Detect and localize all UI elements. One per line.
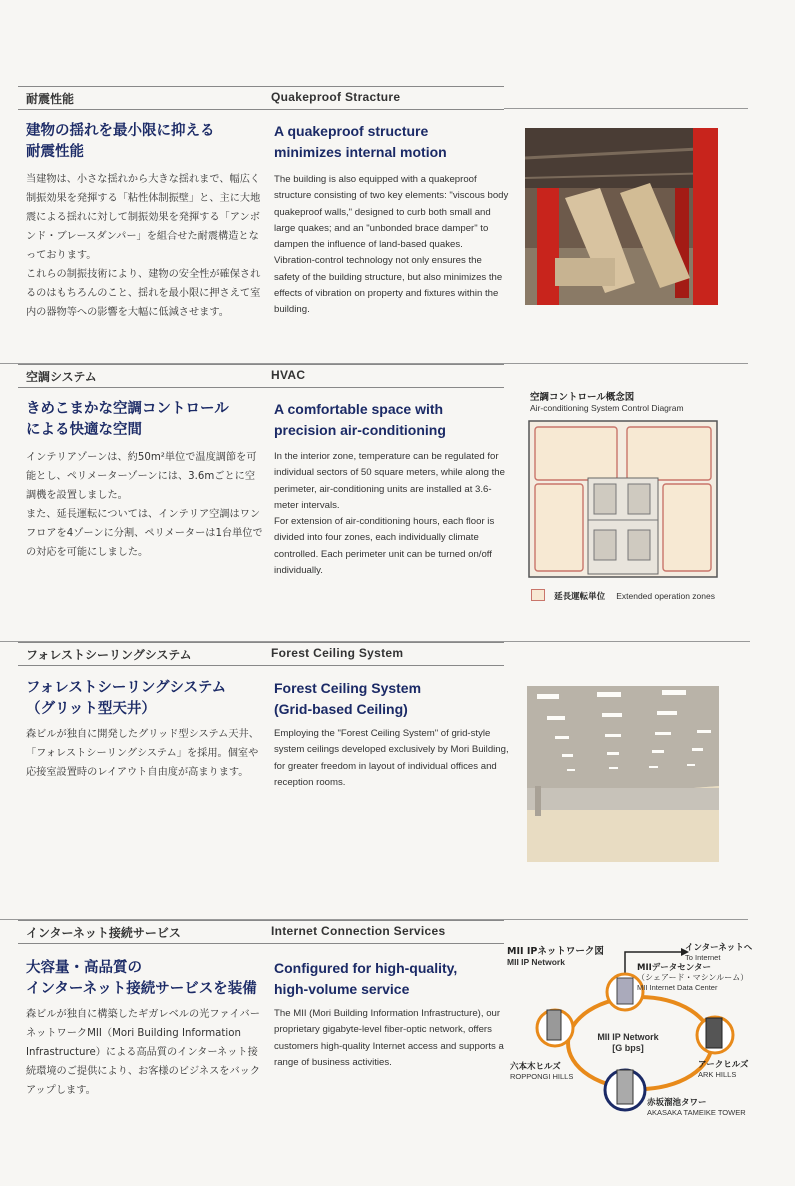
section-header-internet bbox=[18, 920, 504, 944]
body-en: The building is also equipped with a quakeproof structure consisting of two key elements: "viscous body quakeproof walls," designed to curb both small and large quakes; and an "unbonded brace damper" to dampen the influence of land-based quakes. Vibration-control technology not only ensures the safety of the building structure, but also minimizes the effects of vibration on property and fixtures within the building. bbox=[274, 174, 509, 316]
body-en: In the interior zone, temperature can be regulated for individual sectors of 50 square meters, while along the perimeter, air-conditioning units are installed at 3.6-meter intervals. For extension of air-conditioning hours, each floor is divided into four zones, each individually climate controlled. Each perimeter unit can be turned on/off individually. bbox=[274, 451, 505, 577]
body-en: The MII (Mori Building Information Infrastructure), our proprietary gigabyte-level fiber-optic network, offers customers high-quality Internet access and supports a range of business activities. bbox=[274, 1008, 504, 1068]
damper-photo bbox=[525, 128, 718, 305]
datacenter-building-icon bbox=[617, 978, 633, 1004]
section-header-jp: 空調システム bbox=[26, 370, 97, 384]
title-jp: フォレストシーリングシステム （グリット型天井） bbox=[26, 680, 227, 717]
title-en: A quakeproof structure minimizes internal motion bbox=[274, 123, 447, 160]
ark-building-icon bbox=[706, 1018, 722, 1048]
akasaka-label: 赤坂溜池タワー AKASAKA TAMEIKE TOWER bbox=[647, 1098, 746, 1117]
body-jp: インテリアゾーンは、約50m²単位で温度調節を可能とし、ペリメーターゾーンには、3.6mごとに空調機を設置しました。 また、延長運転については、インテリア空調はワンフロアを4ゾーンに分割、ペリメーターは1台単位での対応を可能にしました。 bbox=[26, 452, 263, 558]
section-header-en: Quakeproof Stracture bbox=[271, 90, 401, 104]
ceiling-photo bbox=[527, 686, 719, 862]
section-header-en: HVAC bbox=[271, 368, 306, 382]
body-jp: 森ビルが独自に開発したグリッド型システム天井、「フォレストシーリングシステム」を採用。個室や応接室設置時のレイアウト自由度が高まります。 bbox=[26, 729, 259, 778]
divider bbox=[504, 108, 748, 109]
ark-hills-label: アークヒルズ ARK HILLS bbox=[698, 1060, 749, 1079]
hvac-floor-plan-diagram bbox=[528, 420, 718, 578]
section-header-hvac bbox=[18, 364, 504, 388]
diagram-legend: 延長運転単位 Extended operation zones bbox=[531, 584, 715, 603]
title-en: A comfortable space with precision air-conditioning bbox=[274, 401, 446, 438]
section-header-jp: 耐震性能 bbox=[26, 92, 75, 106]
network-center-label: MII IP Network [G bps] bbox=[597, 1032, 659, 1053]
title-jp: きめこまかな空調コントロール による快適な空間 bbox=[26, 401, 229, 438]
title-en: Configured for high-quality, high-volume service bbox=[274, 960, 458, 997]
legend-swatch-icon bbox=[531, 589, 545, 601]
diagram-caption: 空調コントロール概念図 Air-conditioning System Control Diagram bbox=[530, 392, 684, 413]
section-header-ceiling bbox=[18, 642, 504, 666]
section-header-en: Internet Connection Services bbox=[271, 924, 446, 938]
title-en: Forest Ceiling System (Grid-based Ceiling) bbox=[274, 680, 422, 717]
to-internet-label: インターネットへ To Internet bbox=[685, 943, 753, 962]
network-diagram-caption: MII IPネットワーク図 MII IP Network bbox=[507, 946, 604, 967]
roppongi-building-icon bbox=[547, 1010, 561, 1040]
section-header-en: Forest Ceiling System bbox=[271, 646, 404, 660]
body-en: Employing the "Forest Ceiling System" of grid-style system ceilings developed exclusively by Mori Building, for greater freedom in layout of individual offices and reception rooms. bbox=[274, 728, 509, 788]
body-jp: 当建物は、小さな揺れから大きな揺れまで、幅広く制振効果を発揮する「粘性体制振壁」と、主に大地震による揺れに対して制振効果を発揮する「アンボンド・ブレースダンパー」を組合せた耐震構造となっております。 これらの制振技術により、建物の安全性が確保されるのはもちろんのこと、揺れを最小限に押さえて室内の器物等への影響を大幅に低減させます。 bbox=[26, 174, 261, 318]
akasaka-building-icon bbox=[617, 1070, 633, 1104]
section-header-quakeproof bbox=[18, 86, 504, 110]
title-jp: 大容量・高品質の インターネット接続サービスを装備 bbox=[26, 960, 257, 997]
roppongi-label: 六本木ヒルズ ROPPONGI HILLS bbox=[510, 1062, 574, 1081]
section-header-jp: フォレストシーリングシステム bbox=[26, 648, 192, 662]
section-header-jp: インターネット接続サービス bbox=[26, 926, 181, 940]
body-jp: 森ビルが独自に構築したギガレベルの光ファイバーネットワークMII（Mori Building Information Infrastructure）による高品質のインターネット接続環境のご提供により、お客様のビジネスをバックアップします。 bbox=[26, 1009, 261, 1096]
title-jp: 建物の揺れを最小限に抑える 耐震性能 bbox=[26, 123, 215, 160]
datacenter-label: MIIデータセンター （シェアード・マシンルーム） MII Internet Data Center bbox=[637, 963, 749, 992]
